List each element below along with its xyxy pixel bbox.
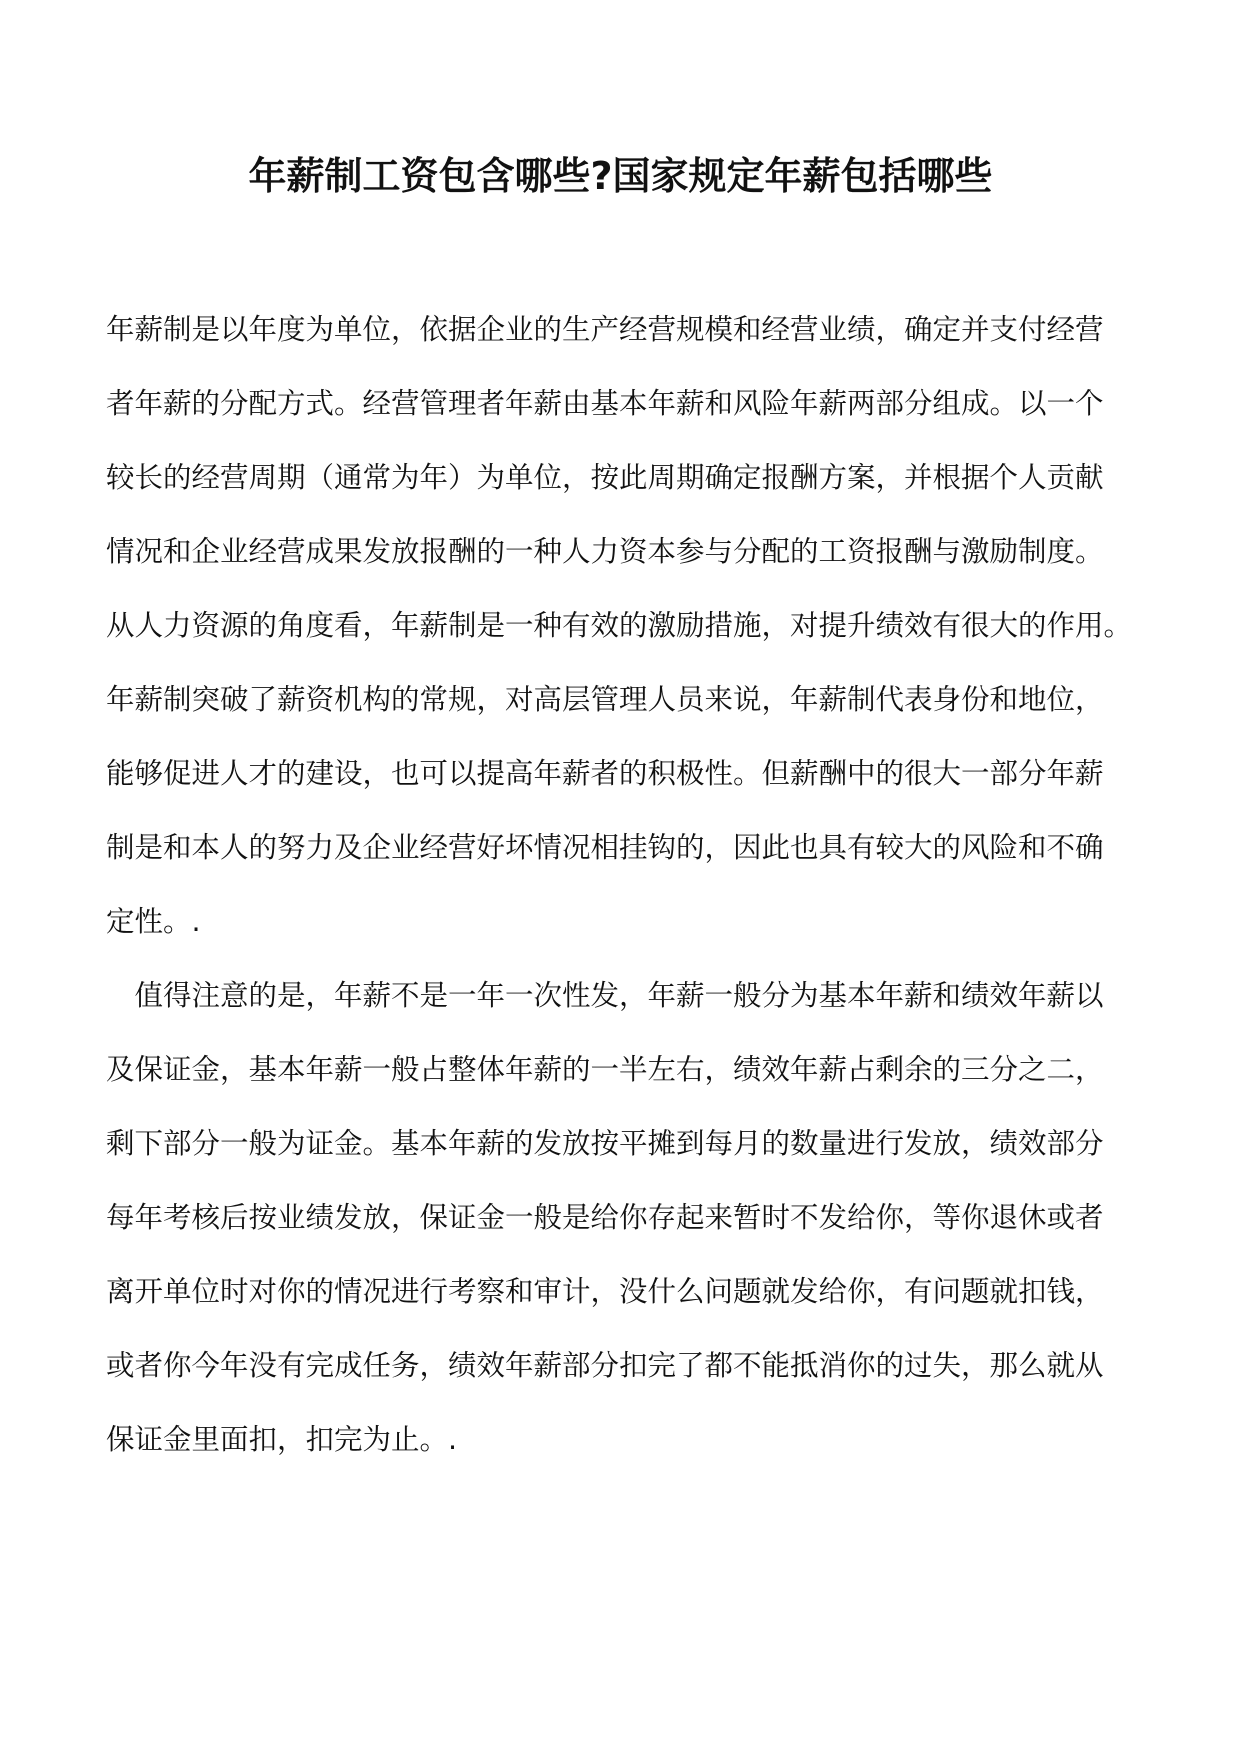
- paragraph-line: 或者你今年没有完成任务，绩效年薪部分扣完了都不能抵消你的过失，那么就从: [106, 1349, 1104, 1382]
- paragraph-line: 离开单位时对你的情况进行考察和审计，没什么问题就发给你，有问题就扣钱，: [106, 1275, 1104, 1308]
- paragraph-line: 较长的经营周期（通常为年）为单位，按此周期确定报酬方案，并根据个人贡献: [106, 461, 1104, 494]
- paragraph-line: 保证金里面扣，扣完为止。.: [106, 1423, 458, 1456]
- paragraph-line: 及保证金，基本年薪一般占整体年薪的一半左右，绩效年薪占剩余的三分之二，: [106, 1053, 1104, 1086]
- paragraph-line: 能够促进人才的建设，也可以提高年薪者的积极性。但薪酬中的很大一部分年薪: [106, 757, 1104, 790]
- paragraph-line: 情况和企业经营成果发放报酬的一种人力资本参与分配的工资报酬与激励制度。: [106, 535, 1104, 568]
- paragraph-line: 从人力资源的角度看，年薪制是一种有效的激励措施，对提升绩效有很大的作用。: [106, 609, 1133, 642]
- paragraph-line: 定性。.: [106, 905, 201, 938]
- paragraph-line: 每年考核后按业绩发放，保证金一般是给你存起来暂时不发给你，等你退休或者: [106, 1201, 1104, 1234]
- paragraph-line: 值得注意的是，年薪不是一年一次性发，年薪一般分为基本年薪和绩效年薪以: [106, 979, 1104, 1012]
- paragraph-line: 年薪制突破了薪资机构的常规，对高层管理人员来说，年薪制代表身份和地位，: [106, 683, 1104, 716]
- paragraph-line: 剩下部分一般为证金。基本年薪的发放按平摊到每月的数量进行发放，绩效部分: [106, 1127, 1104, 1160]
- document-title: 年薪制工资包含哪些?国家规定年薪包括哪些: [248, 154, 993, 198]
- paragraph-line: 制是和本人的努力及企业经营好坏情况相挂钩的，因此也具有较大的风险和不确: [106, 831, 1104, 864]
- paragraph-line: 年薪制是以年度为单位，依据企业的生产经营规模和经营业绩，确定并支付经营: [106, 313, 1104, 346]
- paragraph-line: 者年薪的分配方式。经营管理者年薪由基本年薪和风险年薪两部分组成。以一个: [106, 387, 1104, 420]
